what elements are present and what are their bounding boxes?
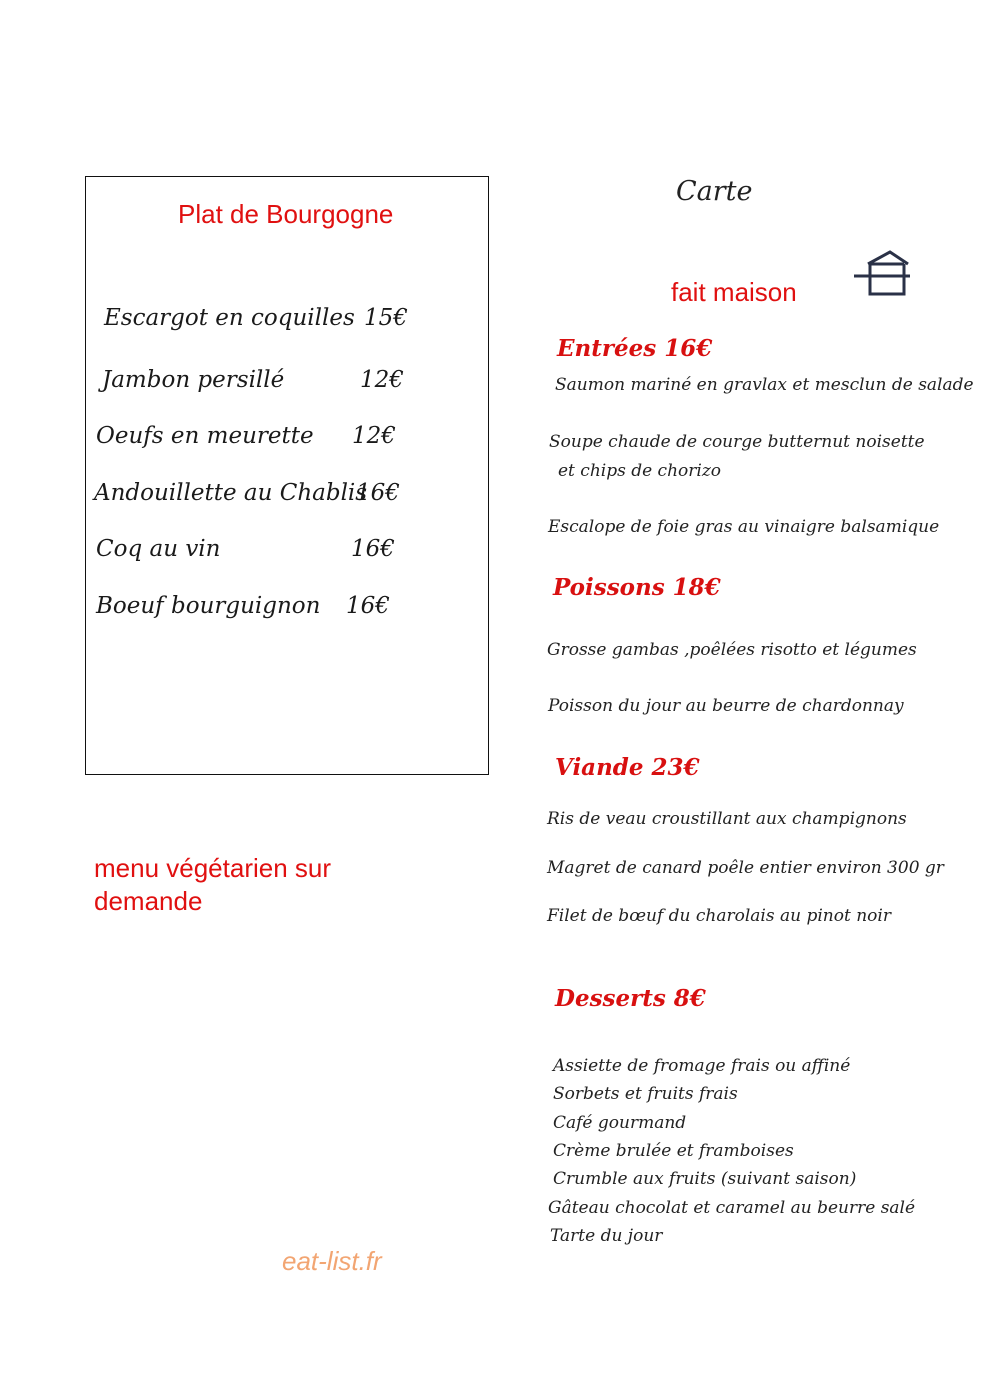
- fait-maison-label: fait maison: [671, 277, 797, 307]
- section-heading-poissons: Poissons 18€: [553, 574, 721, 601]
- menu-item: Soupe chaude de courge butternut noisette: [549, 432, 925, 452]
- menu-item: Sorbets et fruits frais: [553, 1084, 738, 1104]
- watermark: eat-list.fr: [282, 1246, 382, 1276]
- menu-item: Poisson du jour au beurre de chardonnay: [548, 696, 904, 716]
- dish-price: 16€: [346, 593, 390, 619]
- dish-name: Coq au vin: [96, 536, 221, 562]
- section-heading-desserts: Desserts 8€: [555, 985, 706, 1012]
- dish-name: Escargot en coquilles: [104, 305, 355, 331]
- dish-name: Andouillette au Chablis: [94, 480, 368, 506]
- bourgogne-title: Plat de Bourgogne: [178, 199, 394, 229]
- dish-price: 15€: [364, 305, 408, 331]
- dish-name: Jambon persillé: [102, 367, 285, 393]
- house-icon: [852, 250, 912, 298]
- menu-item: Ris de veau croustillant aux champignons: [547, 809, 907, 829]
- menu-item: et chips de chorizo: [558, 461, 722, 481]
- menu-item: Tarte du jour: [550, 1226, 663, 1246]
- menu-item: Assiette de fromage frais ou affiné: [553, 1056, 851, 1076]
- vegetarian-note: menu végétarien sur demande: [94, 853, 332, 916]
- dish-price: 12€: [352, 423, 396, 449]
- carte-title: Carte: [676, 176, 753, 207]
- dish-name: Oeufs en meurette: [96, 423, 314, 449]
- menu-item: Crème brulée et framboises: [553, 1141, 794, 1161]
- menu-item: Filet de bœuf du charolais au pinot noir: [547, 906, 891, 926]
- menu-item: Crumble aux fruits (suivant saison): [553, 1169, 857, 1189]
- menu-item: Grosse gambas ,poêlées risotto et légumes: [547, 640, 917, 660]
- dish-price: 16€: [356, 480, 400, 506]
- menu-item: Magret de canard poêle entier environ 300 gr: [547, 858, 944, 878]
- menu-item: Café gourmand: [553, 1113, 687, 1133]
- dish-price: 16€: [351, 536, 395, 562]
- menu-item: Escalope de foie gras au vinaigre balsamique: [548, 517, 940, 537]
- section-heading-entrees: Entrées 16€: [557, 335, 713, 362]
- menu-item: Saumon mariné en gravlax et mesclun de salade: [555, 375, 974, 395]
- menu-item: Gâteau chocolat et caramel au beurre salé: [548, 1198, 916, 1218]
- dish-price: 12€: [360, 367, 404, 393]
- bourgogne-panel: [85, 176, 489, 775]
- section-heading-viande: Viande 23€: [555, 754, 700, 781]
- dish-name: Boeuf bourguignon: [96, 593, 321, 619]
